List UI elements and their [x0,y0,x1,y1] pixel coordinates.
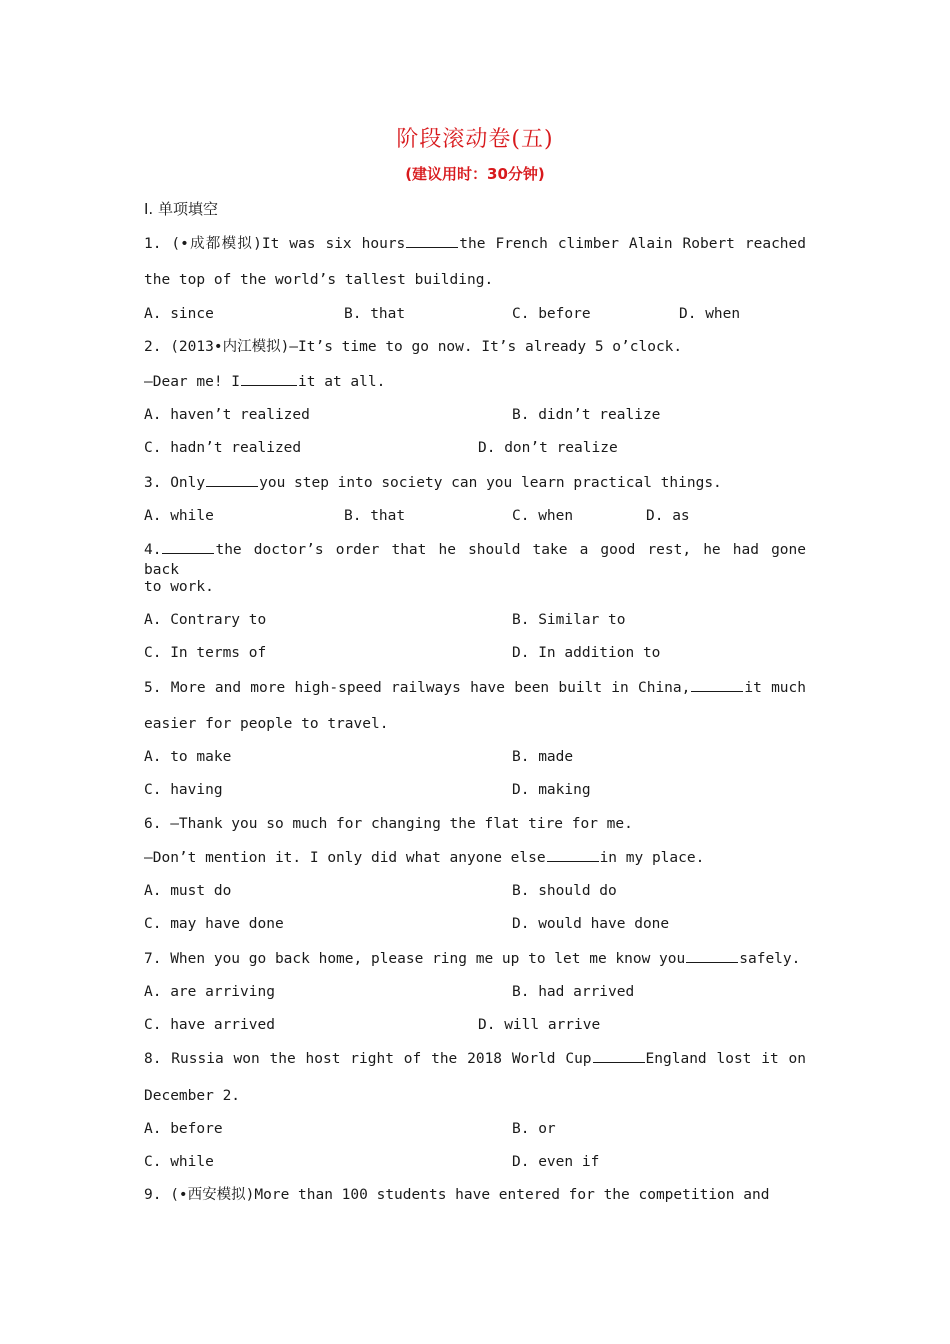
section-heading: Ⅰ. 单项填空 [144,200,218,218]
answer-blank [686,948,738,963]
question-7-option-b: B. had arrived [512,984,635,1000]
question-7-option-a: A. are arriving [144,984,275,1000]
question-3-option-c: C. when [512,508,574,524]
question-2-option-b: B. didn’t realize [512,407,661,423]
question-3-option-a: A. while [144,508,214,524]
page-subtitle: (建议用时：30分钟) [405,165,545,183]
question-3-stem: 3. Only you step into society can you learn practical things. [144,472,722,493]
question-6-stem: 6. —Thank you so much for changing the flat tire for me. [144,816,633,832]
question-6-reply: —Don’t mention it. I only did what anyone else in my place. [144,847,704,868]
question-5-option-a: A. to make [144,749,232,765]
question-7-option-c: C. have arrived [144,1017,275,1033]
question-5-stem-cont: easier for people to travel. [144,716,389,732]
question-2-stem: 2. (2013•内江模拟)—It’s time to go now. It’s already 5 o’clock. [144,339,683,355]
question-8-stem: 8. Russia won the host right of the 2018 World Cup England lost it on [144,1048,806,1069]
question-1-stem: 1. (•成都模拟)It was six hours the French climber Alain Robert reached [144,233,806,254]
question-8-option-d: D. even if [512,1154,600,1170]
question-8-option-c: C. while [144,1154,214,1170]
question-4-stem-cont: to work. [144,579,214,595]
question-6-option-c: C. may have done [144,916,284,932]
question-5-option-d: D. making [512,782,591,798]
question-1-option-d: D. when [679,306,741,322]
question-8-option-a: A. before [144,1121,223,1137]
question-1-option-b: B. that [344,306,406,322]
question-2-option-c: C. hadn’t realized [144,440,302,456]
question-2-reply: —Dear me! I it at all. [144,371,385,392]
question-1-option-a: A. since [144,306,214,322]
question-1-option-c: C. before [512,306,591,322]
question-4-option-b: B. Similar to [512,612,626,628]
question-5-stem: 5. More and more high-speed railways have been built in China, it much [144,677,806,698]
question-3-option-d: D. as [646,508,690,524]
question-7-stem: 7. When you go back home, please ring me up to let me know you safely. [144,948,800,969]
question-6-option-a: A. must do [144,883,232,899]
question-6-option-b: B. should do [512,883,617,899]
question-8-stem-cont: December 2. [144,1088,241,1104]
answer-blank [593,1048,645,1063]
question-4-stem: 4. the doctor’s order that he should take a good rest, he had gone back [144,539,806,580]
answer-blank [241,371,297,386]
question-7-option-d: D. will arrive [478,1017,601,1033]
page-title: 阶段滚动卷(五) [396,127,554,152]
question-9-stem: 9. (•西安模拟)More than 100 students have entered for the competition and [144,1187,770,1203]
answer-blank [691,677,743,692]
answer-blank [406,233,458,248]
question-5-option-c: C. having [144,782,223,798]
answer-blank [206,472,258,487]
question-4-option-a: A. Contrary to [144,612,267,628]
question-2-option-d: D. don’t realize [478,440,618,456]
question-4-option-d: D. In addition to [512,645,661,661]
question-1-stem-cont: the top of the world’s tallest building. [144,272,494,288]
answer-blank [547,847,599,862]
question-8-option-b: B. or [512,1121,556,1137]
question-6-option-d: D. would have done [512,916,670,932]
question-3-option-b: B. that [344,508,406,524]
answer-blank [162,539,214,554]
question-4-option-c: C. In terms of [144,645,267,661]
question-5-option-b: B. made [512,749,574,765]
question-2-option-a: A. haven’t realized [144,407,310,423]
